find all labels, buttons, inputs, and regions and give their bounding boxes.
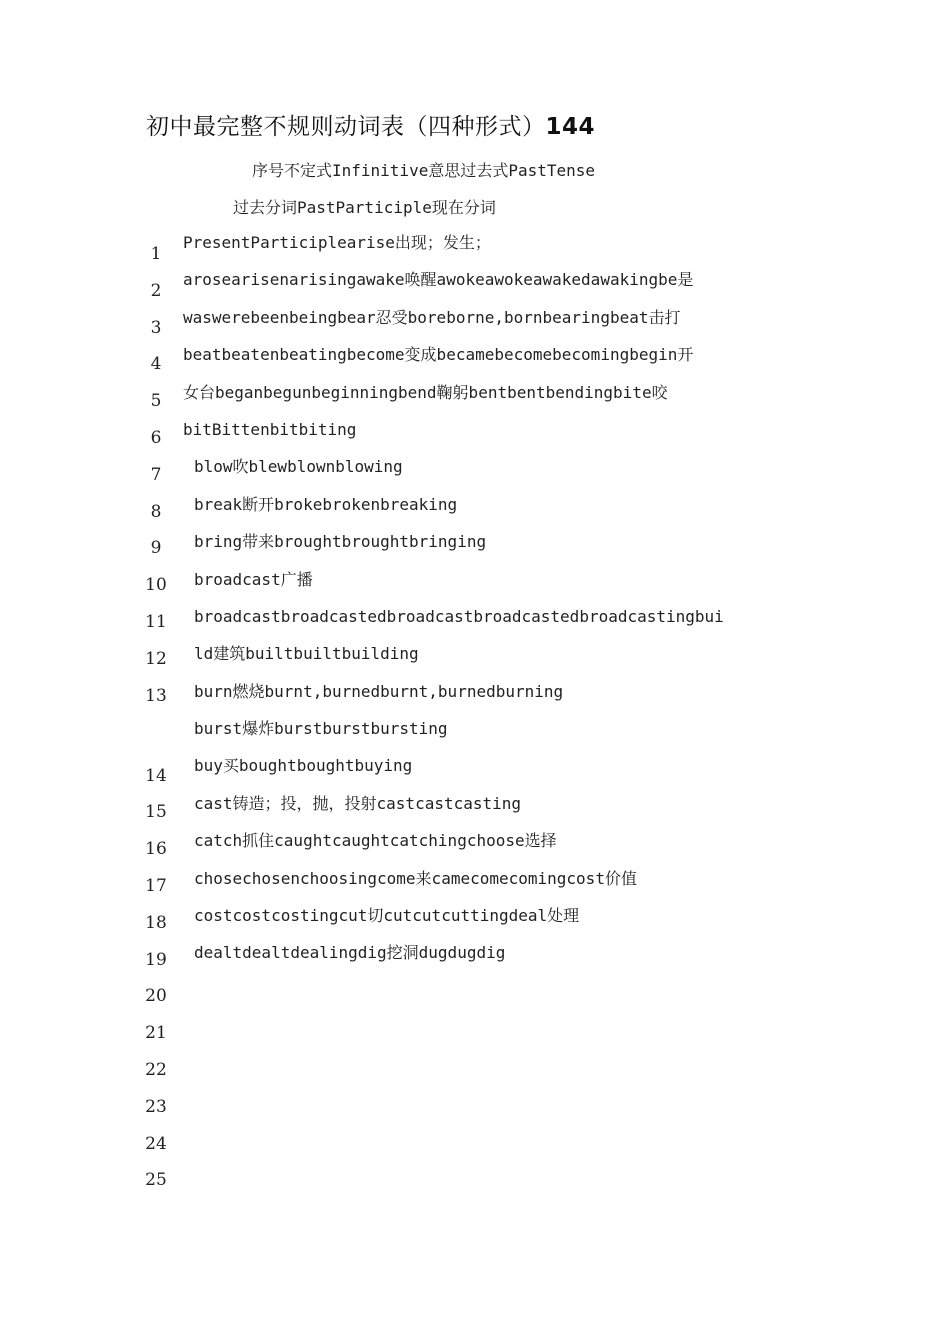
text-line: broadcast广播 [194, 569, 313, 589]
text-line: burn燃烧burnt,burnedburnt,burnedburning [194, 681, 564, 701]
row-number: 2 [150, 280, 162, 301]
column-header-line-1: 序号不定式Infinitive意思过去式PastTense [252, 161, 596, 180]
row-number: 23 [145, 1096, 167, 1117]
text-line: bitBittenbitbiting [183, 419, 357, 439]
row-number: 24 [145, 1133, 167, 1154]
row-number: 21 [145, 1023, 167, 1044]
title-number: 144 [545, 114, 596, 140]
text-line: chosechosenchoosingcome来camecomecomingcost价值 [194, 868, 637, 888]
text-line: arosearisenarisingawake唤醒awokeawokeawakedawakingbe是 [183, 270, 694, 290]
row-number: 19 [145, 949, 167, 970]
text-line: catch抓住caughtcaughtcatchingchoose选择 [194, 831, 557, 851]
text-line: waswerebeenbeingbear忍受boreborne,bornbearingbeat击打 [183, 307, 681, 327]
verb-text-column [183, 232, 743, 980]
text-line: ld建筑builtbuiltbuilding [194, 644, 419, 664]
row-number: 8 [150, 501, 162, 522]
column-header-line-2: 过去分词PastParticiple现在分词 [233, 198, 496, 217]
page-title [146, 108, 595, 141]
row-number: 1 [150, 244, 162, 264]
row-number: 4 [150, 354, 162, 375]
text-line: PresentParticiplearise出现；发生； [183, 233, 491, 252]
row-number: 13 [145, 685, 167, 706]
row-number: 11 [145, 611, 167, 632]
row-number: 25 [145, 1170, 167, 1191]
row-number: 17 [145, 875, 167, 896]
row-number: 5 [150, 391, 162, 412]
row-number: 14 [145, 765, 167, 786]
row-number: 18 [145, 912, 167, 933]
row-number-column [140, 243, 172, 1206]
row-number: 3 [150, 317, 162, 338]
row-number: 9 [150, 538, 162, 559]
row-number: 12 [145, 648, 167, 669]
title-text: 初中最完整不规则动词表（四种形式） [146, 114, 546, 140]
text-line: 女台beganbegunbeginningbend鞠躬bentbentbendingbite咬 [183, 382, 668, 402]
text-line: break断开brokebrokenbreaking [194, 494, 458, 514]
text-line: beatbeatenbeatingbecome变成becamebecomebecomingbegin开 [183, 345, 694, 365]
row-number: 10 [145, 575, 167, 596]
text-line: costcostcostingcut切cutcutcuttingdeal处理 [194, 906, 580, 926]
row-number: 16 [145, 839, 167, 860]
row-number: 20 [145, 986, 167, 1007]
row-number: 6 [150, 427, 162, 448]
text-line: cast铸造；投，抛，投射castcastcasting [194, 793, 522, 813]
text-line: buy买boughtboughtbuying [194, 756, 413, 776]
row-number-spacer [140, 725, 172, 765]
text-line: blow吹blewblownblowing [194, 457, 403, 477]
text-line: broadcastbroadcastedbroadcastbroadcastedbroadcastingbui [194, 606, 724, 626]
row-number: 22 [145, 1059, 167, 1080]
text-line: dealtdealtdealingdig挖洞dugdugdig [194, 943, 506, 963]
row-number: 15 [145, 802, 167, 823]
text-line: bring带来broughtbroughtbringing [194, 532, 487, 552]
row-number: 7 [150, 464, 162, 485]
text-line: burst爆炸burstburstbursting [194, 719, 448, 739]
